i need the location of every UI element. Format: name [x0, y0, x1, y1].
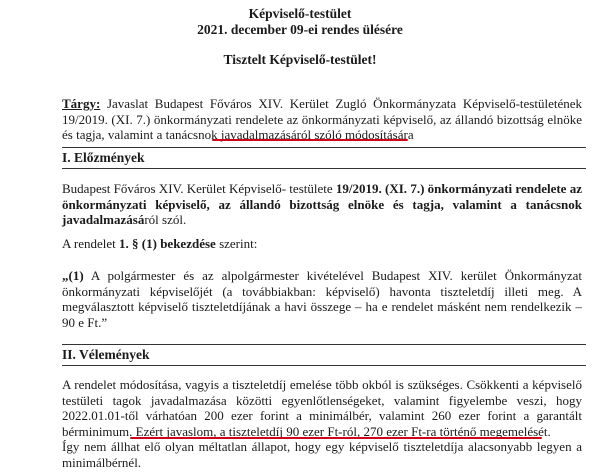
red-underline-annotation: [212, 139, 408, 141]
paragraph-reference: 1. § (1) bekezdése: [119, 236, 216, 251]
subject-text: Javaslat Budapest Főváros XIV. Kerület Zugló Önkormányzata Képviselő-testületének 19/2019. (XI. 7.) önkormányzati rendelete az önkormányzati képviselő, az állandó bizottság elnöke és tagja, valamint a tanácsnok: [62, 96, 582, 143]
meeting-date: 2021. december 09-ei rendes ülésére: [197, 22, 403, 37]
section-divider: [62, 147, 586, 148]
subject-text-highlighted: javadalmazásáról szóló módosítására: [220, 127, 414, 143]
section-heading-background: I. Előzmények: [62, 150, 145, 165]
red-underline-annotation: [130, 437, 542, 439]
background-text-end: ról szól.: [144, 212, 187, 228]
proposal-highlighted: Ezért javaslom, a tiszteletdíj 90 ezer Ft-ról, 270 ezer Ft-ra történő megemelését.: [135, 423, 551, 439]
background-text: Budapest Főváros XIV. Kerület Képviselő- testülete: [62, 181, 336, 196]
section-heading-opinions: II. Vélemények: [62, 347, 150, 362]
regulation-intro: [62, 236, 582, 252]
opinions-paragraph: [62, 377, 582, 471]
intro-text-end: szerint:: [215, 236, 258, 251]
quote-number: „(1): [62, 268, 84, 283]
salutation: Tisztelt Képviselő-testület!: [223, 52, 377, 67]
regulation-reference: 19/2019. (XI. 7.) önkormányzati rendelete az önkormányzati képviselő, az állandó bizottság elnöke és tagja, valamint a tanácsnok javadalmazásá: [62, 181, 582, 228]
opinions-conclusion: Így nem állhat elő olyan méltatlan állapot, hogy egy képviselő tiszteletdíja alacsonyabb legyen a minimálbérnél.: [62, 439, 582, 470]
section-divider: [62, 168, 586, 169]
opinions-text: A rendelet módosítása, vagyis a tiszteletdíj emelése több okból is szükséges. Csökkenti a képviselő testületi tagok javadalmazása közötti egyenlőtlenségeket, valamint figyelembe veszi, hogy 2022.01.01-től várhatóan 200 ezer forint a minimálbér, valamint 260 ezer forint a garantált bérminimum.: [62, 377, 582, 439]
section-divider: [62, 365, 586, 366]
quote-text: A polgármester és az alpolgármester kivételével Budapest XIV. kerület Önkormányzat önkormányzati képviselőjét (a továbbiakban: képviselő) havonta tiszteletdíj illeti meg. A megválasztott képviselő tiszteletdíjának a havi összege – ha e rendelet másként nem rendelkezik – 90 e Ft.”: [62, 268, 582, 330]
section-divider: [62, 344, 586, 345]
subject-paragraph: [62, 96, 582, 143]
quoted-regulation: [62, 268, 582, 330]
document-title: Képviselő-testület: [248, 6, 352, 21]
intro-text: A rendelet: [62, 236, 120, 251]
background-paragraph: [62, 181, 582, 228]
subject-label: Tárgy:: [62, 96, 101, 111]
